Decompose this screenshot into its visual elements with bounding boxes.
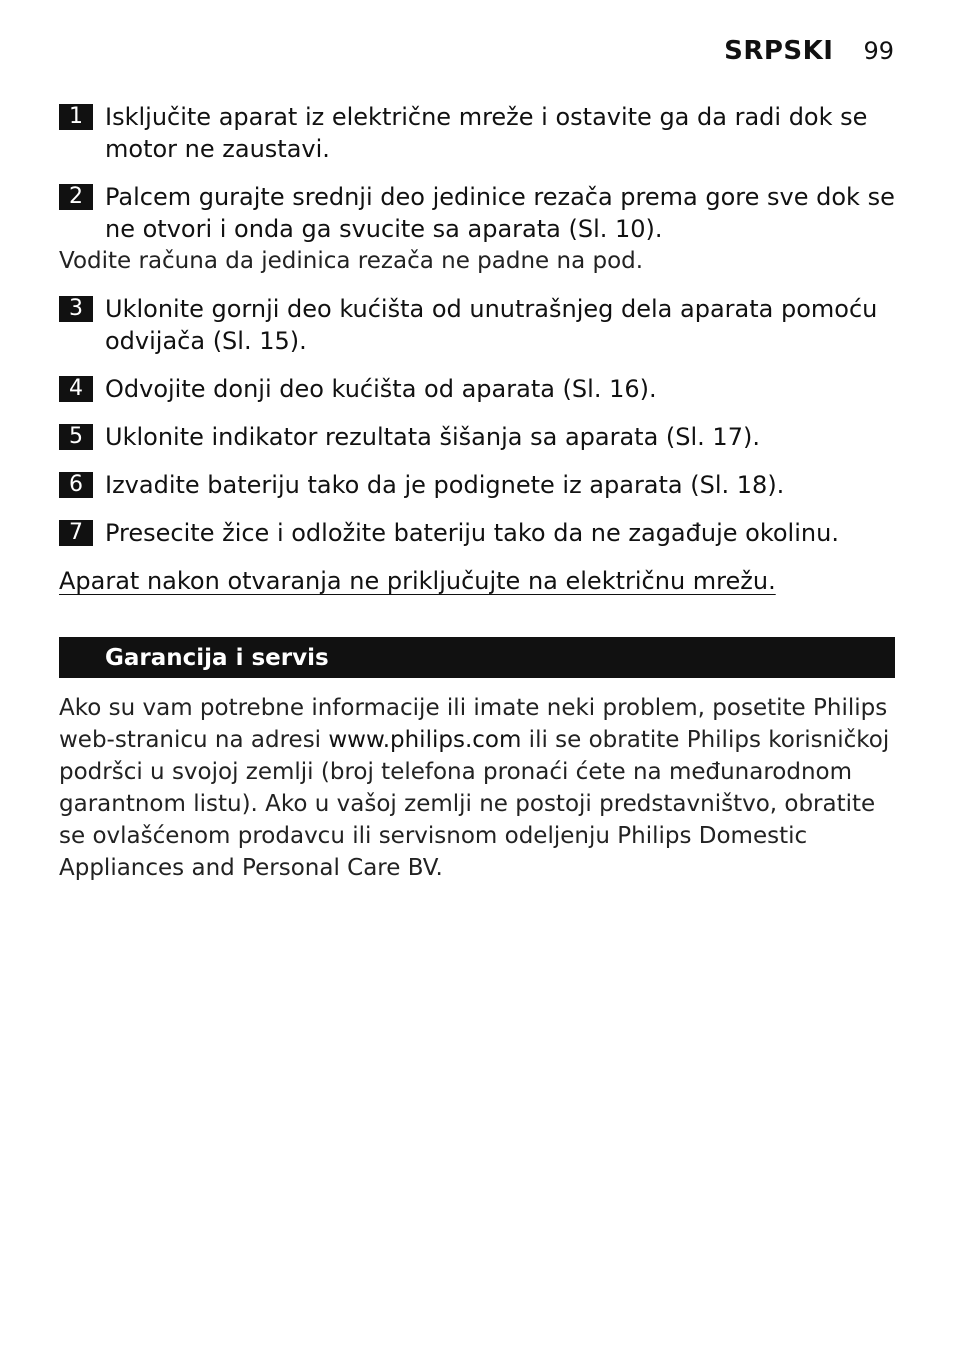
section-title: Garancija i servis (105, 644, 329, 671)
step-5 (59, 421, 895, 453)
step-6 (59, 469, 895, 501)
step-text: Isključite aparat iz električne mreže i ostavite ga da radi dok se motor ne zaustavi. (105, 103, 868, 163)
step-7 (59, 517, 895, 549)
step-text: Uklonite gornji deo kućišta od unutrašnjeg dela aparata pomoću odvijača (Sl. 15). (105, 295, 878, 355)
page-header (724, 36, 894, 66)
step-2 (59, 181, 895, 245)
guarantee-paragraph (59, 692, 895, 884)
page-number: 99 (863, 37, 894, 65)
step-number-badge: 2 (59, 184, 93, 210)
step-text: Presecite žice i odložite bateriju tako da ne zagađuje okolinu. (105, 519, 839, 547)
section-heading-bar (59, 637, 895, 678)
step-number-badge: 1 (59, 104, 93, 130)
step-number-badge: 5 (59, 424, 93, 450)
paragraph-text-end: ili se obratite Philips korisničkoj podršci u svojoj zemlji (broj telefona pronaći ćete na međunarodnom garantnom listu). Ako u vašoj zemlji ne postoji predstavništvo, obratite se ovlašćenom prodavcu ili servisnom odeljenju Philips Domestic Appliances and Personal Care BV. (59, 727, 890, 881)
step-number-badge: 3 (59, 296, 93, 322)
paragraph-text-start: Ako su vam potrebne informacije ili imate neki problem, posetite Philips web-stranicu na adresi (59, 695, 888, 753)
step-4 (59, 373, 895, 405)
step-1 (59, 101, 895, 165)
language-label: SRPSKI (724, 36, 834, 66)
philips-url-link[interactable]: www.philips.com (328, 727, 522, 753)
page-content (59, 101, 895, 884)
step-text: Palcem gurajte srednji deo jedinice rezača prema gore sve dok se ne otvori i onda ga svucite sa aparata (Sl. 10). (105, 183, 895, 243)
step-note: Vodite računa da jedinica rezača ne padne na pod. (59, 248, 644, 274)
step-text: Uklonite indikator rezultata šišanja sa aparata (Sl. 17). (105, 423, 760, 451)
step-number-badge: 6 (59, 472, 93, 498)
step-3 (59, 293, 895, 357)
step-number-badge: 4 (59, 376, 93, 402)
step-number-badge: 7 (59, 520, 93, 546)
step-text: Odvojite donji deo kućišta od aparata (Sl. 16). (105, 375, 657, 403)
step-text: Izvadite bateriju tako da je podignete iz aparata (Sl. 18). (105, 471, 785, 499)
warning-text: Aparat nakon otvaranja ne priključujte na električnu mrežu. (59, 567, 776, 595)
